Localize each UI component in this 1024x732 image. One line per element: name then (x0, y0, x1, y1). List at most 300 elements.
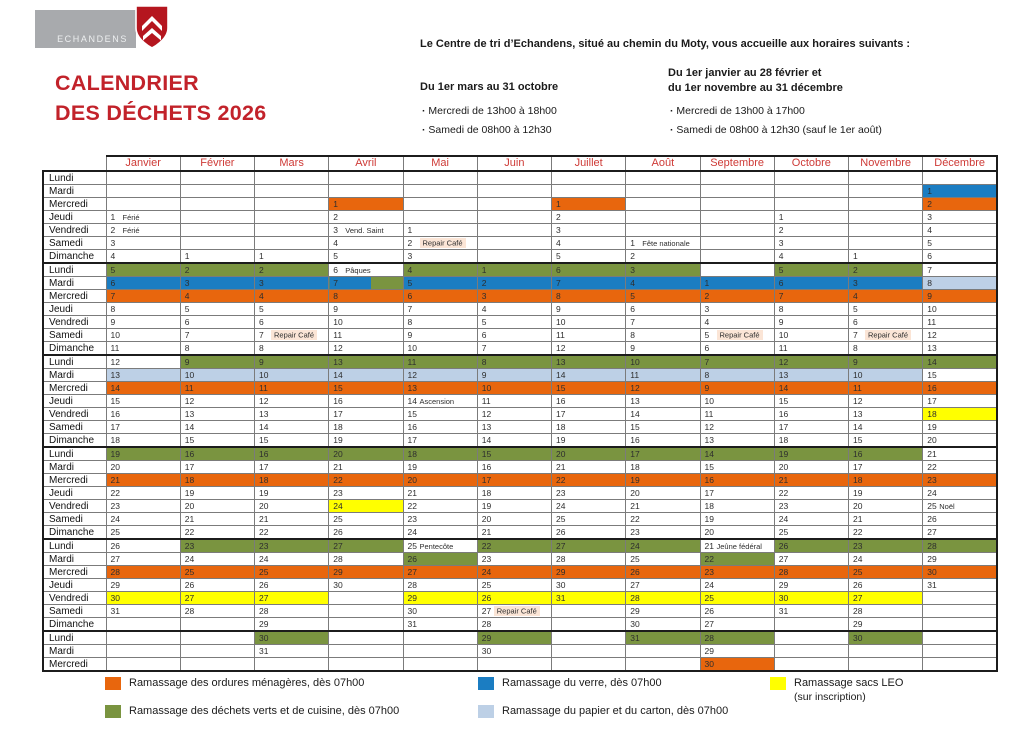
day-number: 26 (184, 579, 195, 590)
calendar-cell-mars-22 (255, 526, 329, 540)
day-number: 25 (778, 526, 789, 537)
calendar-cell-décembre-21 (923, 447, 997, 461)
calendar-week-row (43, 224, 997, 237)
day-label: Repair Café (420, 238, 466, 248)
calendar-week-row (43, 171, 997, 185)
calendar-cell-juin-4 (477, 303, 551, 316)
calendar-cell-décembre (923, 592, 997, 605)
day-number: 25 (184, 566, 195, 577)
calendar-cell-novembre (849, 198, 923, 211)
calendar-cell-avril-26 (329, 526, 403, 540)
day-number: 14 (927, 356, 937, 367)
calendar-cell-juillet-30 (552, 579, 626, 592)
day-number: 26 (110, 540, 120, 551)
calendar-cell-mai-19 (403, 461, 477, 474)
day-number: 13 (630, 395, 640, 406)
day-number: 28 (853, 605, 863, 616)
calendar-cell-janvier-31 (106, 605, 180, 618)
calendar-cell-novembre-16 (849, 447, 923, 461)
calendar-cell-octobre-4 (774, 250, 848, 264)
calendar-cell-avril-24 (329, 500, 403, 513)
calendar-cell-mai (403, 171, 477, 185)
day-number: 16 (333, 395, 343, 406)
day-number: 8 (110, 303, 116, 314)
calendar-cell-mars-4 (255, 290, 329, 303)
calendar-cell-février-14 (180, 421, 254, 434)
calendar-cell-avril-17 (329, 408, 403, 421)
calendar-cell-mai-20 (403, 474, 477, 487)
calendar-cell-août-7 (626, 316, 700, 329)
day-number: 2 (110, 224, 116, 235)
day-number: 29 (110, 579, 120, 590)
calendar-cell-septembre-13 (700, 434, 774, 448)
day-number: 6 (927, 250, 932, 261)
calendar-cell-juin-13 (477, 421, 551, 434)
calendar-week-row (43, 369, 997, 382)
day-number: 3 (184, 277, 190, 288)
calendar-cell-septembre-18 (700, 500, 774, 513)
day-number: 5 (556, 250, 561, 261)
day-number: 18 (927, 408, 937, 419)
day-number: 18 (778, 434, 789, 445)
day-number: 25 (110, 526, 120, 537)
calendar-cell-juin (477, 198, 551, 211)
calendar-cell-septembre-19 (700, 513, 774, 526)
day-number: 10 (853, 369, 863, 380)
day-label: Pentecôte (419, 541, 454, 551)
day-number: 15 (927, 369, 937, 380)
day-number: 21 (778, 474, 789, 485)
calendar-cell-juillet-15 (552, 382, 626, 395)
calendar-cell-décembre-13 (923, 342, 997, 356)
calendar-week-row (43, 447, 997, 461)
weekday-label-jeudi-3: Jeudi (43, 211, 106, 224)
day-number: 10 (110, 329, 120, 340)
calendar-cell-août (626, 185, 700, 198)
calendar-cell-novembre (849, 185, 923, 198)
day-number: 8 (481, 356, 487, 367)
day-number: 19 (184, 487, 195, 498)
day-number: 5 (778, 264, 784, 275)
day-number: 26 (778, 540, 789, 551)
calendar-cell-août-4 (626, 277, 700, 290)
calendar-cell-juin-12 (477, 408, 551, 421)
day-number: 16 (184, 448, 195, 459)
calendar-week-row (43, 605, 997, 618)
calendar-cell-juillet-23 (552, 487, 626, 500)
calendar-week-row (43, 382, 997, 395)
day-number: 1 (110, 211, 116, 222)
calendar-cell-octobre-31 (774, 605, 848, 618)
calendar-cell-octobre-16 (774, 408, 848, 421)
day-number: 21 (481, 526, 492, 537)
weekday-label-mercredi-2: Mercredi (43, 198, 106, 211)
calendar-cell-janvier-9 (106, 316, 180, 329)
weekday-label-mardi-36: Mardi (43, 645, 106, 658)
day-number: 11 (630, 369, 640, 380)
calendar-cell-octobre-24 (774, 513, 848, 526)
day-number: 11 (853, 382, 862, 393)
weekday-label-mercredi-23: Mercredi (43, 474, 106, 487)
calendar-cell-novembre-22 (849, 526, 923, 540)
calendar-cell-juin-5 (477, 316, 551, 329)
calendar-cell-janvier-8 (106, 303, 180, 316)
day-number: 18 (110, 434, 120, 445)
day-number: 9 (184, 356, 190, 367)
calendar-cell-août-11 (626, 369, 700, 382)
day-number: 30 (259, 632, 269, 643)
calendar-cell-août-24 (626, 539, 700, 553)
calendar-week-row (43, 263, 997, 277)
calendar-cell-juillet-17 (552, 408, 626, 421)
calendar-cell-juin-25 (477, 579, 551, 592)
day-number: 12 (556, 342, 566, 353)
calendar-cell-août-5 (626, 290, 700, 303)
day-number: 22 (407, 500, 417, 511)
weekday-label-mardi-8: Mardi (43, 277, 106, 290)
day-number: 17 (704, 487, 714, 498)
calendar-cell-novembre-13 (849, 408, 923, 421)
calendar-cell-juillet-29 (552, 566, 626, 579)
calendar-cell-octobre-8 (774, 303, 848, 316)
calendar-cell-octobre-13 (774, 369, 848, 382)
calendar-cell-septembre (700, 171, 774, 185)
calendar-cell-octobre-6 (774, 277, 848, 290)
calendar-week-row (43, 645, 997, 658)
day-number: 1 (853, 250, 858, 261)
calendar-cell-février (180, 618, 254, 632)
calendar-cell-août-14 (626, 408, 700, 421)
calendar-cell-août-27 (626, 579, 700, 592)
day-number: 14 (407, 395, 417, 406)
month-header-juin: Juin (477, 156, 551, 171)
calendar-cell-février-7 (180, 329, 254, 342)
calendar-cell-octobre-7 (774, 290, 848, 303)
municipality-name: ECHANDENS (57, 34, 128, 44)
day-number: 12 (778, 356, 789, 367)
day-number: 13 (556, 356, 566, 367)
calendar-cell-juillet-19 (552, 434, 626, 448)
day-label: Férié (122, 225, 140, 235)
day-number: 6 (110, 277, 116, 288)
day-number: 8 (630, 329, 635, 340)
day-number: 16 (481, 461, 492, 472)
day-number: 2 (407, 237, 413, 248)
day-number: 30 (704, 658, 714, 669)
calendar-cell-janvier-10 (106, 329, 180, 342)
day-number: 3 (481, 290, 487, 301)
day-number: 19 (407, 461, 417, 472)
calendar-cell-juillet-21 (552, 461, 626, 474)
calendar-cell-décembre (923, 631, 997, 645)
calendar-cell-avril-18 (329, 421, 403, 434)
calendar-cell-juillet (552, 618, 626, 632)
calendar-cell-avril (329, 592, 403, 605)
calendar-cell-septembre-1 (700, 277, 774, 290)
day-number: 6 (630, 303, 635, 314)
calendar-cell-novembre-24 (849, 553, 923, 566)
calendar-cell-juin (477, 185, 551, 198)
calendar-cell-octobre-27 (774, 553, 848, 566)
calendar-cell-octobre-17 (774, 421, 848, 434)
day-number: 17 (259, 461, 269, 472)
day-number: 22 (259, 526, 269, 537)
weekday-label-mardi-15: Mardi (43, 369, 106, 382)
day-number: 29 (704, 645, 714, 656)
day-number: 10 (704, 395, 714, 406)
calendar-cell-avril-28 (329, 553, 403, 566)
day-number: 19 (556, 434, 566, 445)
day-number: 2 (927, 198, 932, 209)
day-number: 14 (556, 369, 566, 380)
calendar-cell-juillet-6 (552, 263, 626, 277)
calendar-cell-mars-10 (255, 369, 329, 382)
day-number: 19 (853, 487, 863, 498)
day-number: 3 (630, 264, 635, 275)
calendar-cell-juillet (552, 185, 626, 198)
calendar-cell-avril-3 (329, 224, 403, 237)
day-number: 21 (110, 474, 120, 485)
calendar-cell-septembre-21 (700, 539, 774, 553)
calendar-cell-juillet-10 (552, 316, 626, 329)
day-number: 10 (630, 356, 640, 367)
calendar-cell-décembre (923, 618, 997, 632)
calendar-cell-août-31 (626, 631, 700, 645)
calendar-cell-avril-5 (329, 250, 403, 264)
legend-text (502, 676, 662, 691)
calendar-week-row (43, 566, 997, 579)
day-number: 23 (630, 526, 640, 537)
day-number: 20 (481, 513, 492, 524)
calendar-cell-janvier-14 (106, 382, 180, 395)
day-number: 3 (704, 303, 710, 314)
day-number: 28 (407, 579, 417, 590)
calendar-cell-mai-2 (403, 237, 477, 250)
day-number: 27 (927, 526, 937, 537)
day-number: 17 (778, 421, 789, 432)
calendar-cell-février-8 (180, 342, 254, 356)
calendar-cell-avril-10 (329, 316, 403, 329)
day-number: 22 (333, 474, 343, 485)
legend-item (478, 704, 728, 719)
calendar-cell-mai-5 (403, 277, 477, 290)
calendar-cell-décembre (923, 171, 997, 185)
day-number: 20 (333, 448, 343, 459)
day-number: 8 (853, 342, 858, 353)
calendar-cell-juillet-25 (552, 513, 626, 526)
day-number: 21 (184, 513, 195, 524)
calendar-cell-septembre-27 (700, 618, 774, 632)
calendar-cell-septembre-20 (700, 526, 774, 540)
day-number: 24 (481, 566, 492, 577)
calendar-cell-février (180, 237, 254, 250)
day-number: 11 (184, 382, 194, 393)
calendar-cell-mars (255, 237, 329, 250)
calendar-cell-novembre (849, 211, 923, 224)
calendar-cell-juin (477, 237, 551, 250)
day-number: 3 (407, 250, 413, 261)
calendar-cell-avril-14 (329, 369, 403, 382)
legend-swatch-icon (478, 677, 494, 690)
calendar-cell-avril (329, 645, 403, 658)
calendar-cell-juin-27 (477, 605, 551, 618)
day-number: 20 (184, 500, 195, 511)
day-number: 21 (704, 540, 714, 551)
legend-label: Ramassage sacs LEO (794, 677, 904, 689)
day-number: 24 (778, 513, 789, 524)
calendar-cell-février-4 (180, 290, 254, 303)
day-number: 2 (704, 290, 710, 301)
calendar-cell-février-12 (180, 395, 254, 408)
day-number: 30 (110, 592, 120, 603)
calendar-cell-juin-8 (477, 355, 551, 369)
day-number: 29 (333, 566, 343, 577)
calendar-cell-avril (329, 631, 403, 645)
calendar-cell-août (626, 658, 700, 672)
calendar-cell-juillet-27 (552, 539, 626, 553)
day-number: 9 (259, 356, 264, 367)
day-number: 7 (704, 356, 710, 367)
calendar-cell-décembre-24 (923, 487, 997, 500)
day-number: 21 (259, 513, 269, 524)
calendar-cell-septembre-7 (700, 355, 774, 369)
calendar-cell-mai-27 (403, 566, 477, 579)
calendar-cell-juin-9 (477, 369, 551, 382)
month-header-juillet: Juillet (552, 156, 626, 171)
day-number: 31 (407, 618, 417, 629)
calendar-cell-avril-22 (329, 474, 403, 487)
day-number: 24 (259, 553, 269, 564)
calendar-cell-avril-11 (329, 329, 403, 342)
calendar-cell-janvier-16 (106, 408, 180, 421)
intro-text: Le Centre de tri d’Echandens, situé au chemin du Moty, vous accueille aux horaires suivants : (420, 38, 911, 50)
calendar-cell-janvier-25 (106, 526, 180, 540)
calendar-cell-juin-22 (477, 539, 551, 553)
legend-item (478, 676, 728, 691)
calendar-cell-novembre (849, 645, 923, 658)
day-number: 5 (407, 277, 413, 288)
day-number: 15 (333, 382, 343, 393)
day-number: 29 (630, 605, 640, 616)
day-number: 9 (481, 369, 487, 380)
day-number: 5 (927, 237, 932, 248)
day-number: 15 (853, 434, 863, 445)
weekday-label-samedi-12: Samedi (43, 329, 106, 342)
calendar-cell-octobre (774, 658, 848, 672)
calendar-cell-décembre-26 (923, 513, 997, 526)
calendar-cell-novembre-18 (849, 474, 923, 487)
calendar-cell-janvier-13 (106, 369, 180, 382)
day-number: 1 (556, 198, 561, 209)
winter-hours-item-1: · Mercredi de 13h00 à 17h00 (670, 105, 805, 117)
calendar-cell-mars-16 (255, 447, 329, 461)
calendar-cell-avril-12 (329, 342, 403, 356)
calendar-cell-février-24 (180, 553, 254, 566)
calendar-cell-novembre-8 (849, 342, 923, 356)
calendar-cell-mai-31 (403, 618, 477, 632)
calendar-cell-octobre-19 (774, 447, 848, 461)
day-number: 2 (259, 264, 264, 275)
day-number: 21 (407, 487, 417, 498)
day-number: 7 (333, 277, 338, 288)
day-number: 30 (927, 566, 937, 577)
calendar-cell-janvier-3 (106, 237, 180, 250)
calendar-cell-mars-26 (255, 579, 329, 592)
calendar-cell-juillet-9 (552, 303, 626, 316)
calendar-cell-juin-14 (477, 434, 551, 448)
weekday-label-samedi-19: Samedi (43, 421, 106, 434)
day-number: 16 (927, 382, 937, 393)
calendar-cell-août-22 (626, 513, 700, 526)
month-header-septembre: Septembre (700, 156, 774, 171)
calendar-cell-octobre (774, 198, 848, 211)
calendar-cell-décembre-27 (923, 526, 997, 540)
day-number: 12 (927, 329, 937, 340)
calendar-cell-septembre-6 (700, 342, 774, 356)
day-label: Repair Café (271, 330, 317, 340)
calendar-cell-juin-7 (477, 342, 551, 356)
calendar-cell-mars-1 (255, 250, 329, 264)
day-number: 19 (778, 448, 789, 459)
legend-swatch-icon (770, 677, 786, 690)
calendar-cell-novembre-25 (849, 566, 923, 579)
calendar-cell-juin (477, 250, 551, 264)
calendar-cell-juillet-5 (552, 250, 626, 264)
day-number: 18 (556, 421, 566, 432)
calendar-cell-avril (329, 605, 403, 618)
weekday-label-samedi-26: Samedi (43, 513, 106, 526)
calendar-week-row (43, 316, 997, 329)
day-number: 26 (927, 513, 937, 524)
calendar-cell-juin-29 (477, 631, 551, 645)
day-number: 9 (556, 303, 561, 314)
day-number: 29 (778, 579, 789, 590)
day-number: 14 (110, 382, 120, 393)
calendar-cell-décembre-18 (923, 408, 997, 421)
calendar-cell-mars-15 (255, 434, 329, 448)
day-number: 28 (927, 540, 937, 551)
day-number: 13 (259, 408, 269, 419)
calendar-cell-avril-1 (329, 198, 403, 211)
calendar-cell-mars-5 (255, 303, 329, 316)
calendar-cell-mai-4 (403, 263, 477, 277)
day-number: 8 (556, 290, 561, 301)
calendar-cell-octobre (774, 185, 848, 198)
calendar-cell-mai-8 (403, 316, 477, 329)
day-number: 4 (407, 264, 413, 275)
day-number: 8 (704, 369, 710, 380)
day-number: 19 (704, 513, 714, 524)
calendar-cell-juillet (552, 171, 626, 185)
calendar-cell-septembre-23 (700, 566, 774, 579)
calendar-cell-décembre-9 (923, 290, 997, 303)
calendar-cell-mai-9 (403, 329, 477, 342)
calendar-cell-février (180, 198, 254, 211)
calendar-cell-mai-12 (403, 369, 477, 382)
calendar-cell-novembre-11 (849, 382, 923, 395)
calendar-cell-septembre (700, 198, 774, 211)
calendar-cell-décembre-11 (923, 316, 997, 329)
calendar-cell-juillet-7 (552, 277, 626, 290)
day-number: 5 (704, 329, 710, 340)
day-number: 5 (110, 264, 116, 275)
weekday-label-lundi-7: Lundi (43, 263, 106, 277)
calendar-cell-décembre-3 (923, 211, 997, 224)
calendar-cell-août (626, 198, 700, 211)
day-number: 4 (333, 237, 338, 248)
calendar-cell-octobre-22 (774, 487, 848, 500)
day-number: 3 (259, 277, 264, 288)
